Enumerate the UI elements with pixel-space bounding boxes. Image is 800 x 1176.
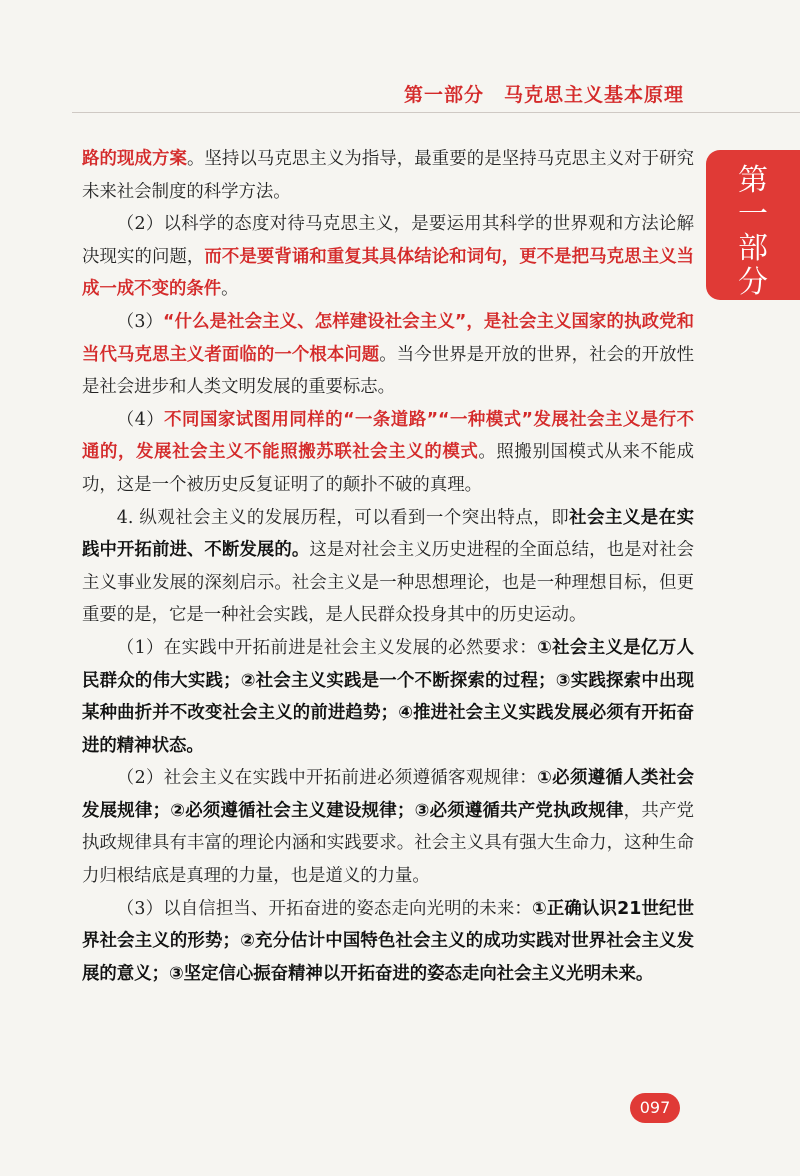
text-run: 。坚持以马克思主义为指导，最重要的是坚持马克思主义对于研究未来社会制度的科学方法。 [82,149,694,202]
paragraph [82,893,694,991]
text-run: （3）以自信担当、开拓奋进的姿态走向光明的未来： [116,898,532,919]
text-run: 这是对社会主义历史进程的全面总结，也是对社会主义事业发展的深刻启示。社会主义是一种思想理论，也是一种理想目标，但更重要的是，它是一种社会实践，是人民群众投身其中的历史运动。 [82,540,694,626]
text-run: （4） [116,409,165,430]
section-tab-char: 一 [738,197,768,232]
header-divider [72,112,800,113]
section-tab-char: 部 [738,231,768,266]
text-run: 。照搬别国模式从来不能成功，这是一个被历史反复证明了的颠扑不破的真理。 [82,442,694,495]
bold-text: ①正确认识21世纪世界社会主义的形势；②充分估计中国特色社会主义的成功实践对世界社会主义发展的意义；③坚定信心振奋精神以开拓奋进的姿态走向社会主义光明未来。 [82,898,694,984]
paragraph [82,208,694,306]
page-number: 097 [630,1093,680,1123]
bold-text: 社会主义是在实践中开拓前进、不断发展的。 [82,507,694,561]
text-run: 。 [221,279,239,300]
highlight-text: “什么是社会主义、怎样建设社会主义”，是社会主义国家的执政党和当代马克思主义者面临的一个根本问题 [82,311,694,365]
paragraph [82,306,694,404]
bold-text: ①必须遵循人类社会发展规律；②必须遵循社会主义建设规律；③必须遵循共产党执政规律 [82,768,694,821]
paragraph [82,632,694,762]
section-tab-char: 第 [738,163,768,198]
bold-text: ①社会主义是亿万人民群众的伟大实践；②社会主义实践是一个不断探索的过程；③实践探索中出现某种曲折并不改变社会主义的前进趋势；④推进社会主义实践发展必须有开拓奋进的精神状态。 [82,637,694,756]
text-run: （2）社会主义在实践中开拓前进必须遵循客观规律： [116,768,538,789]
section-tab [706,150,800,300]
body-text [82,143,694,990]
highlight-text: 路的现成方案 [82,149,187,169]
text-run: ，共产党执政规律具有丰富的理论内涵和实践要求。社会主义具有强大生命力，这种生命力归根结底是真理的力量，也是道义的力量。 [82,800,694,887]
paragraph [82,502,694,632]
paragraph [82,762,694,892]
paragraph [82,404,694,502]
section-tab-char: 分 [738,265,768,300]
text-run: 。当今世界是开放的世界，社会的开放性是社会进步和人类文明发展的重要标志。 [82,344,694,398]
paragraph [82,143,694,208]
text-run: 4. 纵观社会主义的发展历程，可以看到一个突出特点，即 [116,507,570,528]
highlight-text: 而不是要背诵和重复其具体结论和词句，更不是把马克思主义当成一成不变的条件 [82,246,694,300]
page-header [0,80,800,116]
text-run: （1）在实践中开拓前进是社会主义发展的必然要求： [116,637,538,658]
highlight-text: 不同国家试图用同样的“一条道路”“一种模式”发展社会主义是行不通的，发展社会主义不能照搬苏联社会主义的模式 [82,409,694,463]
text-run: （3） [116,311,164,332]
header-title: 第一部分 马克思主义基本原理 [403,84,684,106]
text-run: （2）以科学的态度对待马克思主义，是要运用其科学的世界观和方法论解决现实的问题， [82,214,694,267]
